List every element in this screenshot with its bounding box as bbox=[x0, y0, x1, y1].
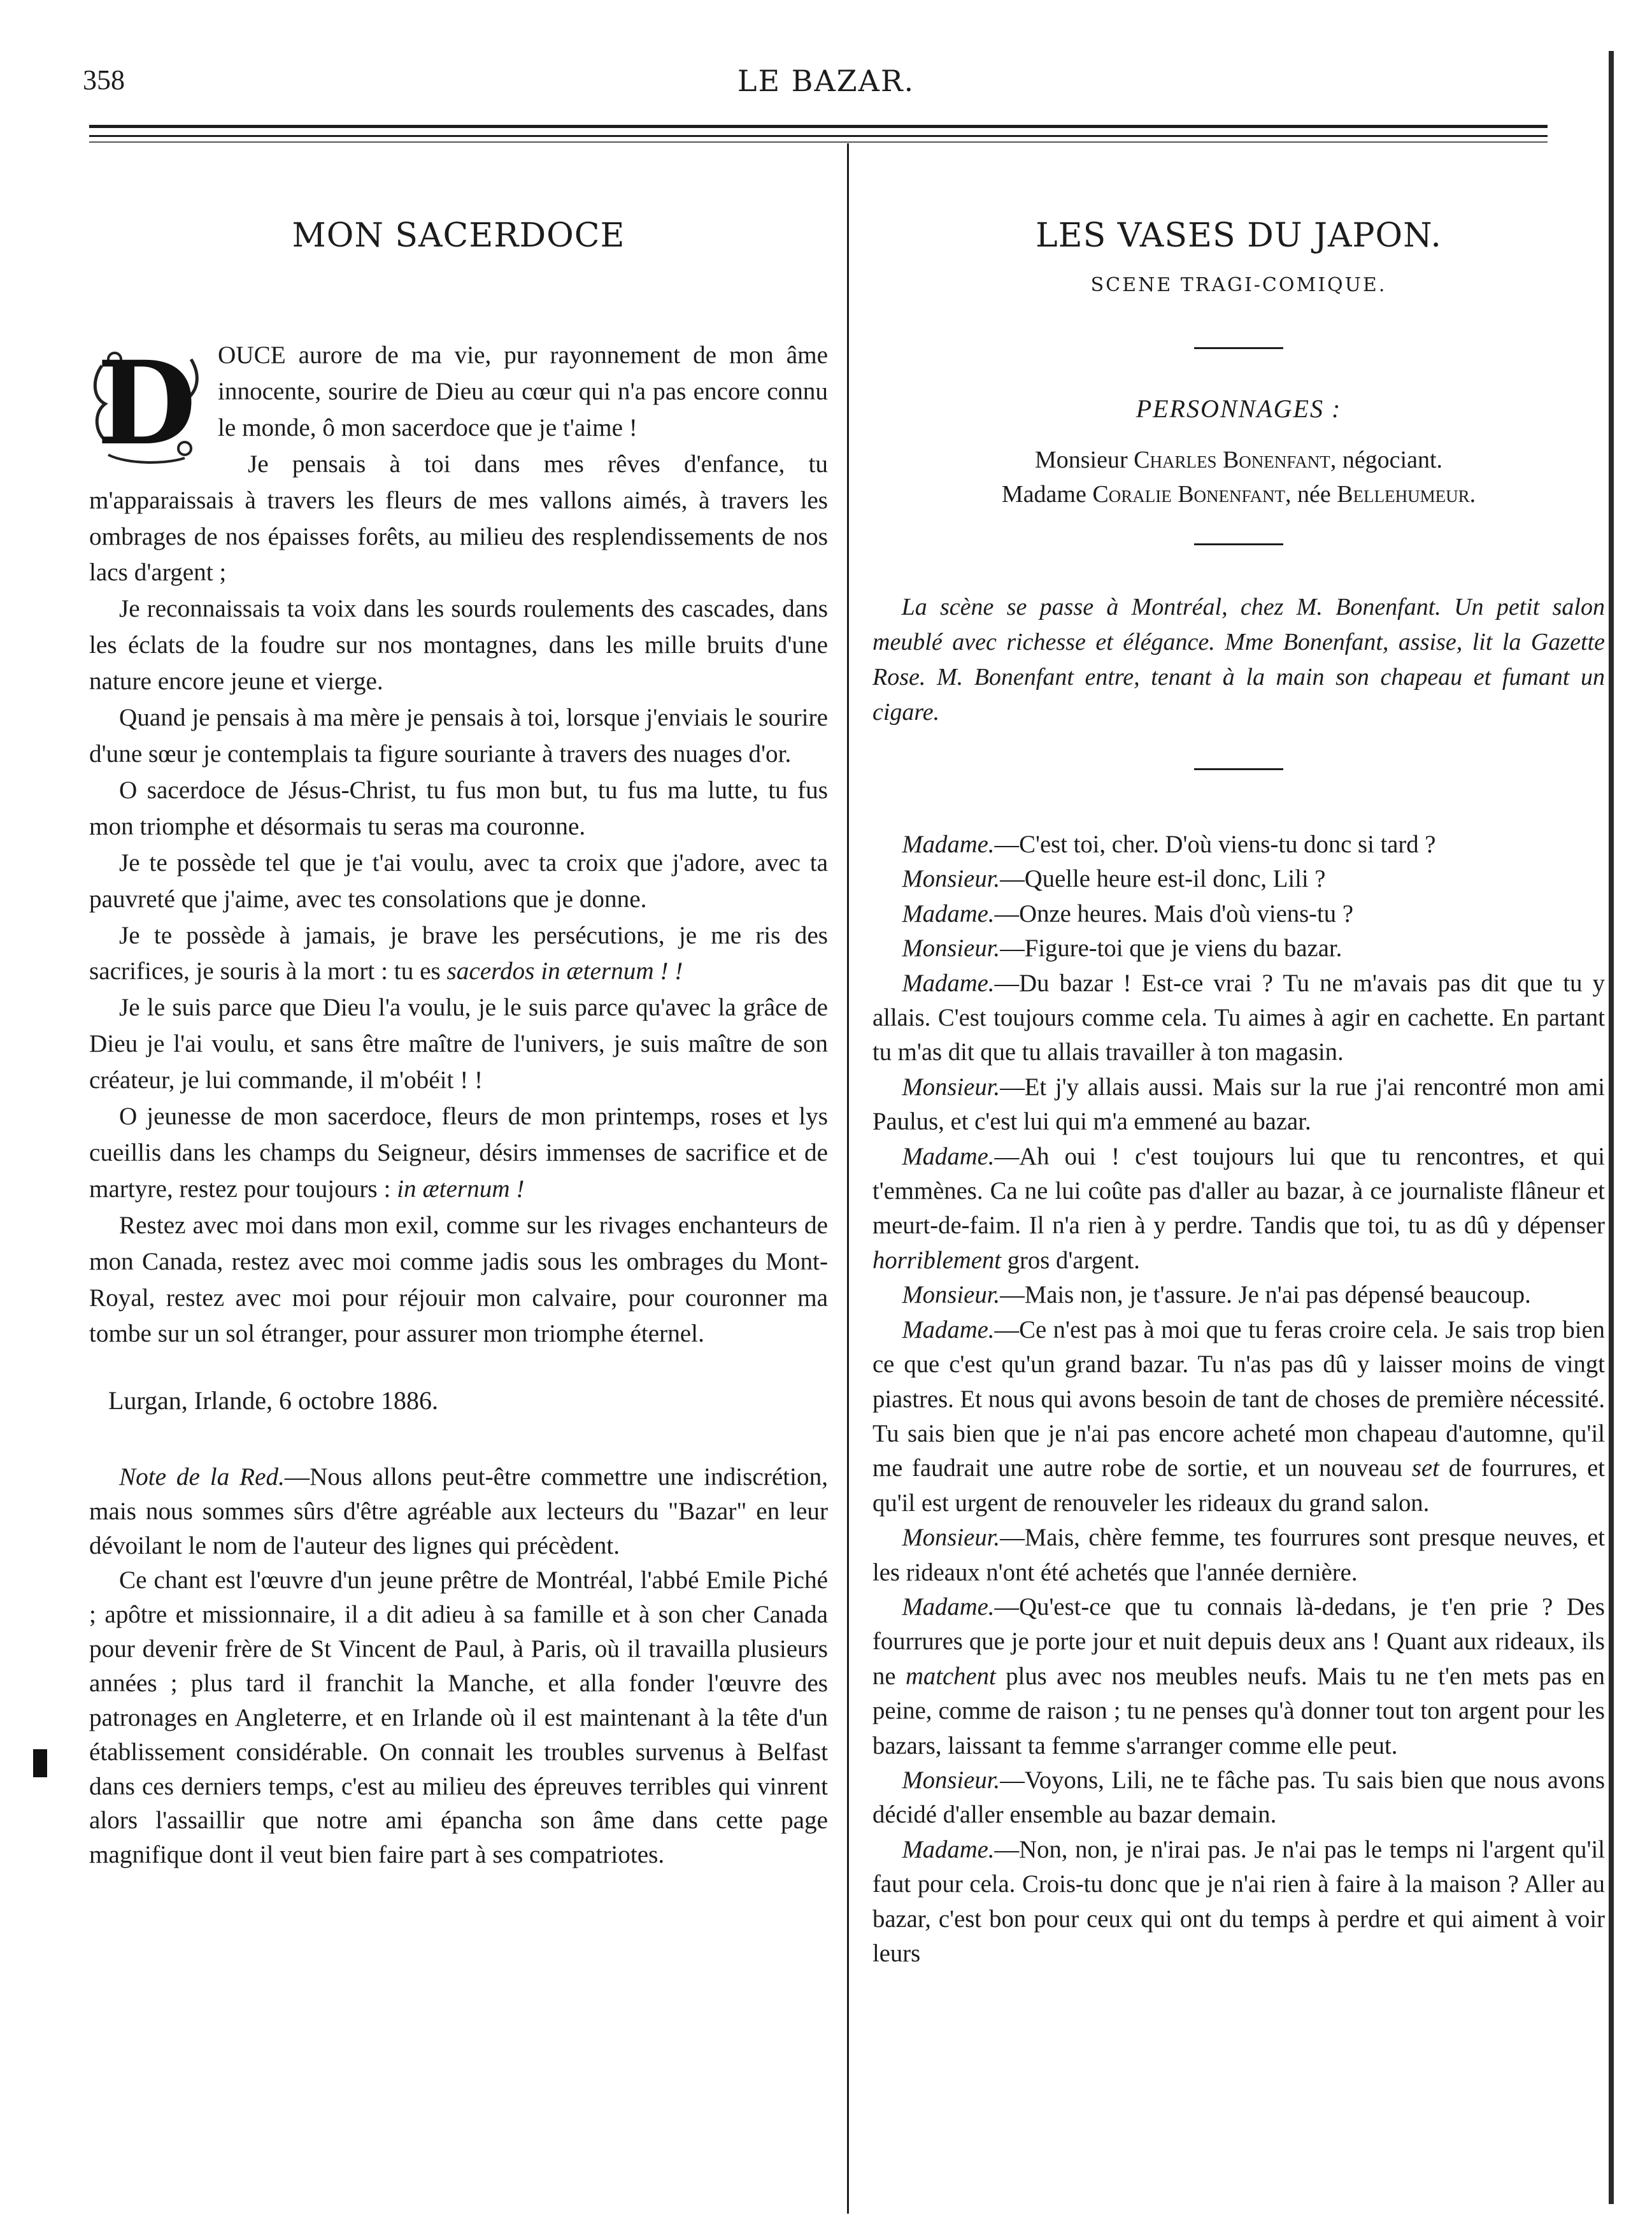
line-text: —Du bazar ! Est-ce vrai ? Tu ne m'avais pas dit que tu y allais. C'est toujours comme cela. Tu aimes à agir en cachette. En partant tu m'as dit que tu allais travailler à ton magasin. bbox=[872, 970, 1605, 1066]
article-title: LES VASES DU JAPON. bbox=[1036, 217, 1442, 255]
line-text: —Onze heures. Mais d'où viens-tu ? bbox=[994, 900, 1353, 927]
speaker-label: Monsieur. bbox=[902, 1766, 1000, 1794]
line-text: —Et j'y allais aussi. Mais sur la rue j'ai rencontré mon ami Paulus, et c'est lui qui m'a emmené au bazar. bbox=[872, 1073, 1605, 1136]
paragraph: O sacerdoce de Jésus-Christ, tu fus mon but, tu fus ma lutte, tu fus mon triomphe et désormais tu seras ma couronne. bbox=[89, 776, 828, 840]
paragraph: Ce chant est l'œuvre d'un jeune prêtre de Montréal, l'abbé Emile Piché ; apôtre et missionnaire, il a dit adieu à sa famille et à son cher Canada pour devenir frère de St Vincent de Paul, à Paris, où il travailla plusieurs années ; plus tard il franchit la Manche, et alla fonder l'œuvre des patronages en Angleterre, et en Irlande où il est maintenant à la tête d'un établissement considérable. On connait les troubles survenus à Belfast dans ces derniers temps, c'est au milieu des épreuves terribles qui vinrent alors l'assaillir que notre ami épancha son âme dans cette page magnifique dont il veut bien faire part à ses compatriotes. bbox=[89, 1566, 828, 1869]
stage-direction: La scène se passe à Montréal, chez M. Bonenfant. Un petit salon meublé avec richesse et élégance. Mme Bonenfant, assise, lit la Gazette Rose. M. Bonenfant entre, tenant à la main son chapeau et fumant un cigare. bbox=[872, 594, 1605, 726]
paragraph: Je reconnaissais ta voix dans les sourds roulements des cascades, dans les éclats de la foudre sur nos montagnes, dans les mille bruits d'une nature encore jeune et vierge. bbox=[89, 595, 828, 696]
speaker-label: Madame. bbox=[902, 1143, 995, 1170]
ornamental-dropcap bbox=[89, 336, 204, 471]
dialogue-line bbox=[872, 1590, 1605, 1763]
speaker-label: Monsieur. bbox=[902, 1282, 1000, 1309]
header-rule bbox=[89, 135, 1548, 137]
paragraph: Quand je pensais à ma mère je pensais à toi, lorsque j'enviais le sourire d'une sœur je contemplais ta figure souriante à travers des nuages d'or. bbox=[89, 704, 828, 768]
character-role: , négociant. bbox=[1330, 447, 1443, 473]
character-entry bbox=[872, 477, 1605, 512]
right-column bbox=[872, 153, 1605, 1971]
section-rule bbox=[1194, 768, 1283, 770]
speaker-label: Monsieur. bbox=[902, 1524, 1000, 1552]
header-rule bbox=[89, 141, 1548, 143]
character-maiden-name: Bellehumeur bbox=[1337, 481, 1470, 508]
personnages-heading: PERSONNAGES : bbox=[1136, 394, 1342, 423]
page-edge-mark bbox=[1609, 51, 1614, 2204]
note-text: —Nous allons peut-être commettre une indiscrétion, mais nous sommes sûrs d'être agréable aux lecteurs du "Bazar" en leur dévoilant le nom de l'auteur des lignes qui précèdent. bbox=[89, 1463, 828, 1560]
editor-note bbox=[89, 1460, 828, 1872]
page-number: 358 bbox=[83, 64, 125, 96]
character-name: Coralie Bonenfant bbox=[1092, 481, 1286, 508]
line-text: —Voyons, Lili, ne te fâche pas. Tu sais bien que nous avons décidé d'aller ensemble au bazar demain. bbox=[872, 1766, 1605, 1829]
journal-title: LE BAZAR. bbox=[737, 64, 915, 98]
paragraph-text: Je te possède à jamais, je brave les persécutions, je me ris des sacrifices, je souris à la mort : tu es bbox=[89, 921, 828, 985]
dropcap-letter: D bbox=[96, 336, 197, 471]
left-column bbox=[89, 153, 828, 1872]
character-role: , née bbox=[1285, 481, 1337, 508]
speaker-label: Monsieur. bbox=[902, 866, 1000, 893]
line-text: de fourrures, et qu'il est urgent de renouveler les rideaux du grand salon. bbox=[872, 1455, 1605, 1517]
page-header bbox=[0, 64, 1652, 115]
speaker-label: Madame. bbox=[902, 970, 995, 997]
paragraph bbox=[89, 1460, 828, 1563]
line-text: —Ce n'est pas à moi que tu feras croire cela. Je sais trop bien ce que c'est qu'un grand bazar. Tu n'as pas dû y laisser moins de vingt piastres. Et nous qui avons besoin de tant de choses de première nécessité. Tu sais bien que je n'ai pas encore acheté mon chapeau d'automne, qu'il me faudrait une autre robe de sortie, et un nouveau bbox=[872, 1316, 1605, 1482]
dialogue-line bbox=[872, 1278, 1605, 1312]
character-title: Madame bbox=[1001, 481, 1093, 508]
speaker-label: Madame. bbox=[902, 1316, 995, 1343]
section-rule bbox=[1194, 543, 1283, 545]
character-entry bbox=[872, 443, 1605, 477]
dialogue-line bbox=[872, 1140, 1605, 1278]
article-subtitle: SCENE TRAGI-COMIQUE. bbox=[1090, 274, 1387, 296]
paragraph: Restez avec moi dans mon exil, comme sur les rivages enchanteurs de mon Canada, restez avec moi comme jadis sous les ombrages du Mont-Royal, restez avec moi pour réjouir mon calvaire, pour couronner ma tombe sur un sol étranger, pour assurer mon triomphe éternel. bbox=[89, 1211, 828, 1348]
dialogue-line bbox=[872, 827, 1605, 862]
dialogue-line bbox=[872, 966, 1605, 1070]
speaker-label: Madame. bbox=[902, 900, 995, 927]
paragraph: OUCE aurore de ma vie, pur rayonnement de mon âme innocente, sourire de Dieu au cœur qui n'a pas encore connu le monde, ô mon sacerdoce que je t'aime ! bbox=[218, 341, 828, 441]
speaker-label: Monsieur. bbox=[902, 1073, 1000, 1101]
paragraph bbox=[89, 1099, 828, 1208]
line-text: plus avec nos meubles neufs. Mais tu ne t'en mets pas en peine, comme de raison ; tu ne penses qu'à donner tout ton argent pour les bazars, laissant ta femme s'arranger comme elle peut. bbox=[872, 1663, 1605, 1759]
speaker-label: Monsieur. bbox=[902, 935, 1000, 963]
paragraph: Je le suis parce que Dieu l'a voulu, je le suis parce qu'avec la grâce de Dieu je l'ai voulu, et sans être maître de l'univers, je suis maître de son créateur, je lui commande, il m'obéit ! ! bbox=[89, 994, 828, 1094]
section-rule bbox=[1194, 347, 1283, 349]
dialogue-line bbox=[872, 1521, 1605, 1590]
latin-phrase: sacerdos in æternum ! ! bbox=[446, 957, 683, 985]
paragraph-text: O jeunesse de mon sacerdoce, fleurs de mon printemps, roses et lys cueillis dans les champs du Seigneur, désirs immenses de sacrifice et de martyre, restez pour toujours : bbox=[89, 1103, 828, 1203]
emphasis: set bbox=[1411, 1455, 1439, 1482]
dialogue-line bbox=[872, 931, 1605, 966]
emphasis: horriblement bbox=[872, 1247, 1002, 1274]
column-divider bbox=[847, 143, 849, 2214]
margin-mark bbox=[33, 1749, 47, 1777]
article-title: MON SACERDOCE bbox=[292, 217, 625, 255]
dialogue-line bbox=[872, 862, 1605, 896]
latin-phrase: in æternum ! bbox=[397, 1175, 525, 1203]
paragraph bbox=[89, 918, 828, 991]
dialogue-line bbox=[872, 1070, 1605, 1140]
header-rule bbox=[89, 125, 1548, 128]
speaker-label: Madame. bbox=[902, 831, 995, 858]
dialogue-line bbox=[872, 1833, 1605, 1972]
speaker-label: Madame. bbox=[902, 1593, 995, 1621]
line-text: —Mais non, je t'assure. Je n'ai pas dépensé beaucoup. bbox=[1000, 1282, 1531, 1309]
line-text: —Ah oui ! c'est toujours lui que tu rencontres, et qui t'emmènes. Ca ne lui coûte pas d'aller au bazar, à ce journaliste flâneur et meurt-de-faim. Il n'a rien à y perdre. Tandis que toi, tu as dû y dépenser bbox=[872, 1143, 1605, 1240]
character-title: Monsieur bbox=[1034, 447, 1134, 473]
character-name: Charles Bonenfant bbox=[1134, 447, 1330, 473]
line-text: —Figure-toi que je viens du bazar. bbox=[1000, 935, 1342, 963]
dialogue bbox=[872, 827, 1605, 1971]
paragraph: Je te possède tel que je t'ai voulu, avec ta croix que j'adore, avec ta pauvreté que j'aime, avec tes consolations que je donne. bbox=[89, 848, 828, 913]
emphasis: matchent bbox=[905, 1663, 996, 1690]
line-text: —Non, non, je n'irai pas. Je n'ai pas le temps ni l'argent qu'il faut pour cela. Crois-tu donc que je n'ai rien à faire à la maison ? Aller au bazar, c'est bon pour ceux qui ont du temps à perdre et qui aiment à voir leurs bbox=[872, 1836, 1605, 1967]
dialogue-line bbox=[872, 897, 1605, 931]
line-text: —C'est toi, cher. D'où viens-tu donc si tard ? bbox=[994, 831, 1436, 858]
dialogue-line bbox=[872, 1763, 1605, 1833]
character-role: . bbox=[1469, 481, 1476, 508]
line-text: —Mais, chère femme, tes fourrures sont presque neuves, et les rideaux n'ont été achetés que l'année dernière. bbox=[872, 1524, 1605, 1586]
paragraph: Je pensais à toi dans mes rêves d'enfance, tu m'apparaissais à travers les fleurs de mes vallons aimés, à travers les ombrages de nos épaisses forêts, au milieu des resplendissements de nos lacs d'argent ; bbox=[89, 450, 828, 587]
dateline: Lurgan, Irlande, 6 octobre 1886. bbox=[108, 1386, 438, 1415]
line-text: —Quelle heure est-il donc, Lili ? bbox=[1000, 866, 1326, 893]
note-label: Note de la Red. bbox=[119, 1463, 285, 1491]
line-text: —Qu'est-ce que tu connais là-dedans, je t'en prie ? Des fourrures que je porte jour et nuit depuis deux ans ! Quant aux rideaux, ils ne bbox=[872, 1593, 1605, 1690]
line-text: gros d'argent. bbox=[1001, 1247, 1140, 1274]
article-body bbox=[89, 338, 828, 1352]
dialogue-line bbox=[872, 1313, 1605, 1521]
speaker-label: Madame. bbox=[902, 1836, 995, 1863]
